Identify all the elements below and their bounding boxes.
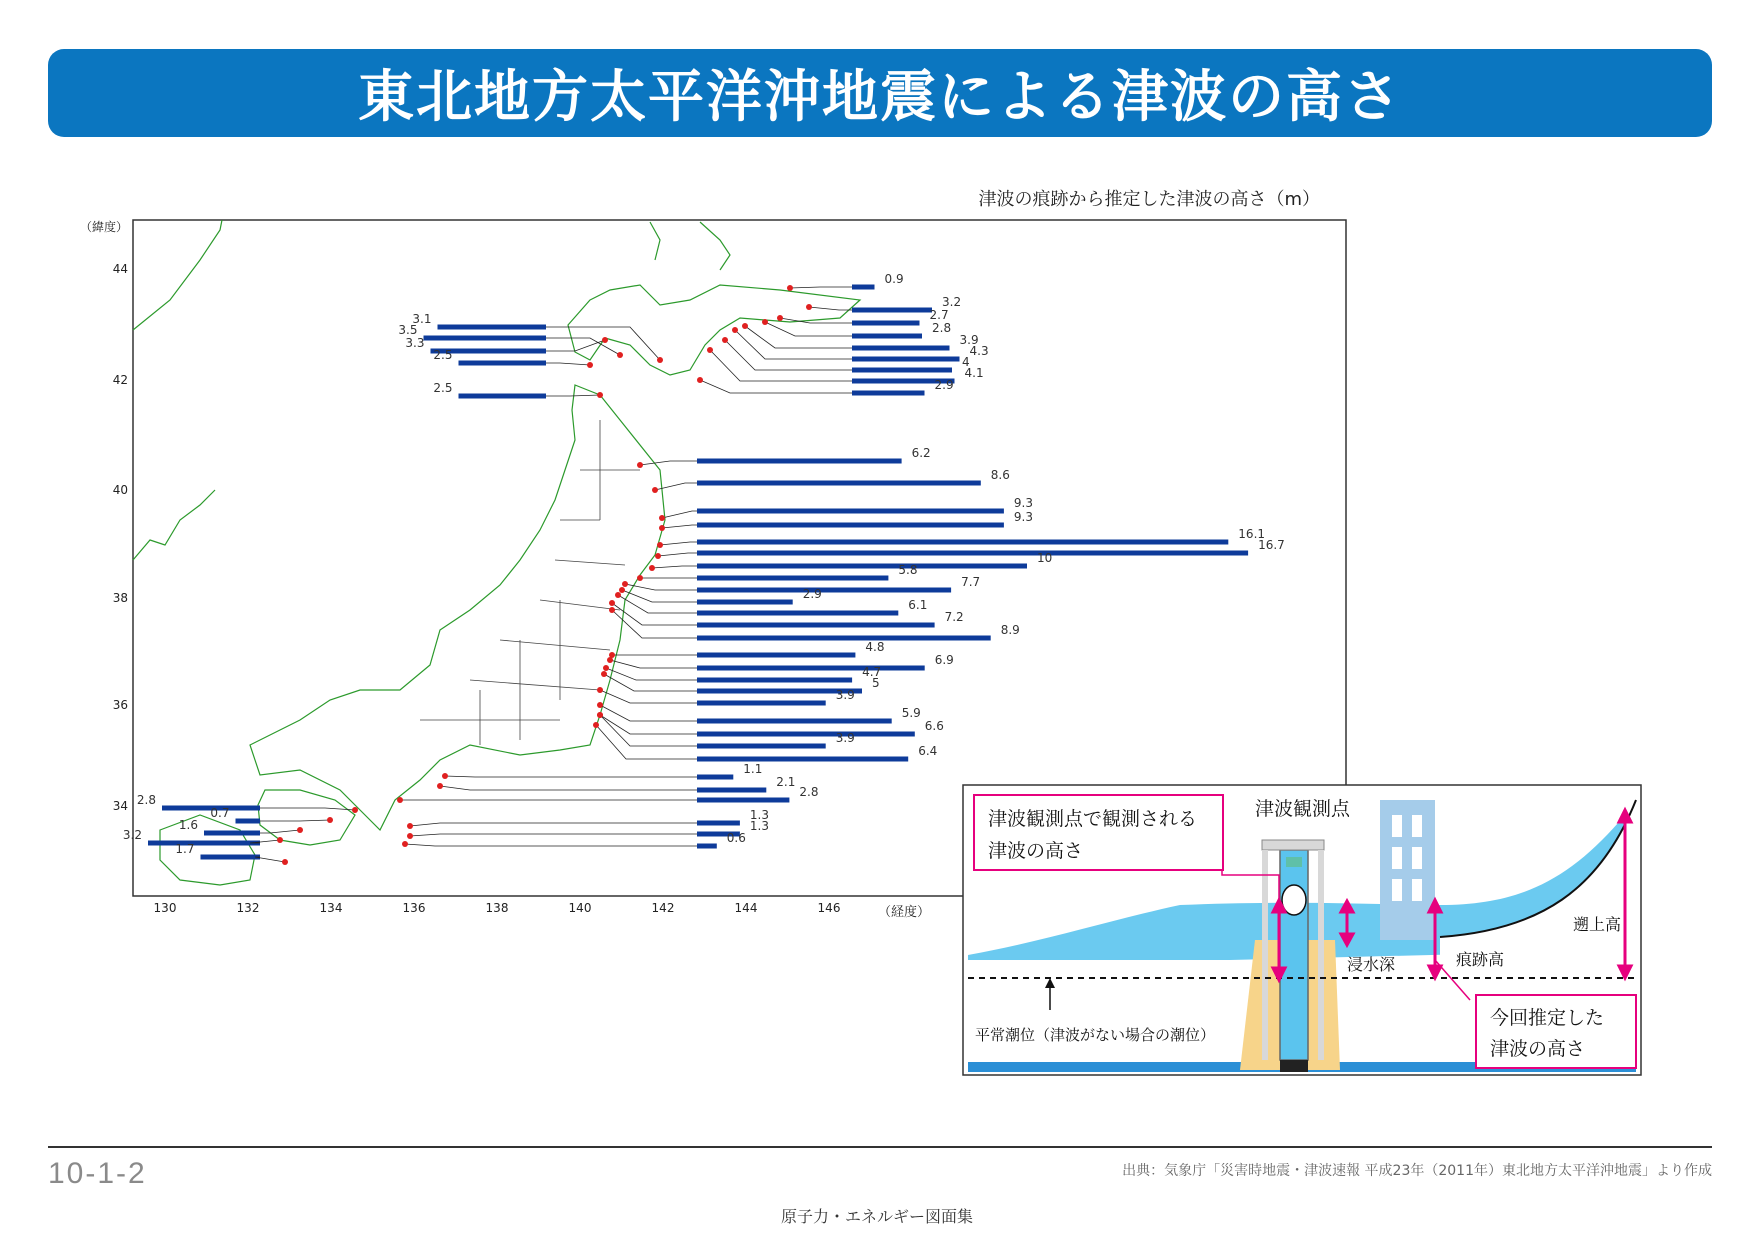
- leader-line: [660, 542, 697, 545]
- bar-value-label: 1.1: [743, 762, 763, 776]
- leader-line: [546, 395, 600, 396]
- observation-point: [597, 702, 603, 708]
- bar: [697, 653, 855, 658]
- bar: [697, 611, 898, 616]
- station-frame: [1262, 840, 1324, 850]
- observation-point: [657, 542, 663, 548]
- bar: [459, 361, 547, 366]
- leader-line: [405, 844, 697, 846]
- observation-point: [777, 315, 783, 321]
- bar: [852, 391, 925, 396]
- bar: [697, 636, 991, 641]
- leader-line: [622, 590, 697, 602]
- bar-value-label: 1.3: [749, 819, 769, 833]
- bar: [697, 844, 717, 849]
- observation-point: [597, 392, 603, 398]
- bar-value-label: 2.5: [433, 381, 453, 395]
- leader-line: [260, 808, 355, 810]
- observation-point: [597, 687, 603, 693]
- bar-value-label: 4.7: [862, 665, 882, 679]
- bar-value-label: 2.7: [929, 308, 949, 322]
- bar-value-label: 3.1: [412, 312, 432, 326]
- bar-value-label: 16.7: [1258, 538, 1285, 552]
- y-tick-label: 38: [112, 591, 128, 605]
- observation-point: [722, 337, 728, 343]
- y-tick-label: 40: [112, 483, 128, 497]
- bar: [424, 336, 547, 341]
- bar: [459, 394, 547, 399]
- leader-line: [546, 327, 660, 360]
- page-title: 東北地方太平洋沖地震による津波の高さ: [48, 49, 1712, 137]
- observation-point: [601, 671, 607, 677]
- bar-value-label: 3.9: [835, 731, 855, 745]
- bar: [697, 678, 852, 683]
- bar: [852, 321, 920, 326]
- bar: [697, 600, 793, 605]
- observation-point: [282, 859, 288, 865]
- label-station: 津波観測点: [1255, 798, 1351, 820]
- observation-point: [407, 833, 413, 839]
- station-sensor: [1286, 857, 1302, 867]
- bar-value-label: 2.1: [776, 775, 796, 789]
- bar: [697, 798, 789, 803]
- leader-line: [735, 330, 852, 359]
- bar: [697, 459, 902, 464]
- bar-value-label: 0.7: [210, 806, 230, 820]
- observation-point: [607, 657, 613, 663]
- leader-line: [745, 326, 852, 348]
- bar-value-label: 10: [1037, 551, 1053, 565]
- observation-point: [615, 592, 621, 598]
- observation-point: [697, 377, 703, 383]
- bar-value-label: 3.2: [122, 828, 142, 842]
- observation-point: [602, 337, 608, 343]
- bar-value-label: 3.9: [959, 333, 979, 347]
- bar-value-label: 7.2: [944, 610, 964, 624]
- observation-point: [657, 357, 663, 363]
- station-base: [1280, 1060, 1308, 1072]
- label-trace: 痕跡高: [1456, 950, 1505, 969]
- bar-value-label: 6.6: [924, 719, 944, 733]
- observation-point: [609, 600, 615, 606]
- bar: [697, 757, 908, 762]
- bars-layer: [123, 272, 1285, 865]
- bar-value-label: 2.8: [799, 785, 819, 799]
- book-title: 原子力・エネルギー図面集: [780, 1207, 973, 1226]
- observation-point: [587, 362, 593, 368]
- observation-point: [277, 837, 283, 843]
- leader-line: [600, 705, 697, 721]
- observation-point: [603, 665, 609, 671]
- box-observed-line2: 津波の高さ: [988, 840, 1084, 862]
- bar-value-label: 1.6: [178, 818, 198, 832]
- bar: [697, 744, 826, 749]
- bar-value-label: 1.3: [749, 808, 769, 822]
- observation-point: [609, 607, 615, 613]
- observation-point: [442, 773, 448, 779]
- bar: [697, 719, 892, 724]
- bar-value-label: 1.7: [175, 842, 195, 856]
- observation-point: [593, 722, 599, 728]
- bar: [201, 855, 261, 860]
- bar-value-label: 2.8: [932, 321, 952, 335]
- leader-line: [652, 566, 697, 568]
- observation-point: [397, 797, 403, 803]
- chart-title: 津波の痕跡から推定した津波の高さ（m）: [978, 189, 1320, 210]
- leader-line: [546, 363, 590, 365]
- leader-line: [658, 553, 697, 556]
- observation-point: [619, 587, 625, 593]
- x-tick-label: 138: [485, 901, 509, 915]
- bar: [852, 334, 922, 339]
- observation-point: [622, 581, 628, 587]
- bar-value-label: 0.9: [884, 272, 904, 286]
- label-inundation: 浸水深: [1347, 955, 1396, 974]
- bar: [697, 564, 1027, 569]
- leader-line: [612, 610, 697, 638]
- bar: [697, 732, 915, 737]
- bar-value-label: 3.9: [835, 688, 855, 702]
- bar-value-label: 6.4: [918, 744, 938, 758]
- x-tick-label: 136: [402, 901, 426, 915]
- box-estimated-line1: 今回推定した: [1490, 1007, 1605, 1029]
- bar-value-label: 4.3: [969, 344, 989, 358]
- bar: [697, 481, 981, 486]
- y-tick-label: 36: [112, 698, 128, 712]
- bar-value-label: 5.9: [901, 706, 921, 720]
- bar: [697, 540, 1228, 545]
- bar-value-label: 6.9: [934, 653, 954, 667]
- observation-point: [437, 783, 443, 789]
- observation-point: [327, 817, 333, 823]
- leader-line: [662, 511, 697, 518]
- observation-point: [597, 712, 603, 718]
- observation-point: [742, 323, 748, 329]
- leader-line: [445, 776, 697, 777]
- leader-line: [700, 380, 852, 393]
- y-tick-label: 34: [112, 799, 128, 813]
- page-number: 10-1-2: [48, 1157, 147, 1190]
- bar-value-label: 8.9: [1000, 623, 1020, 637]
- bar-value-label: 2.8: [136, 793, 156, 807]
- bar-value-label: 5.8: [898, 563, 918, 577]
- bar-value-label: 0.6: [726, 831, 746, 845]
- observation-point: [402, 841, 408, 847]
- footer-rule: [48, 1146, 1712, 1148]
- box-estimated-line2: 津波の高さ: [1490, 1038, 1586, 1060]
- leader-line: [604, 674, 697, 691]
- station-pole-left: [1262, 850, 1268, 1060]
- leader-line: [410, 834, 697, 836]
- observation-point: [617, 352, 623, 358]
- y-axis-label: （緯度）: [80, 220, 129, 234]
- y-tick-label: 44: [112, 262, 128, 276]
- x-axis-label: （経度）: [878, 905, 931, 920]
- bar-value-label: 6.1: [908, 598, 928, 612]
- label-runup: 遡上高: [1573, 915, 1622, 934]
- observation-point: [649, 565, 655, 571]
- bar: [697, 788, 766, 793]
- observation-point: [407, 823, 413, 829]
- bar: [148, 841, 260, 846]
- observation-point: [707, 347, 713, 353]
- bar: [852, 346, 950, 351]
- x-tick-label: 146: [817, 901, 841, 915]
- leader-line: [600, 715, 697, 734]
- bar-value-label: 3.5: [398, 323, 418, 337]
- bar-value-label: 9.3: [1013, 496, 1033, 510]
- leader-line: [662, 525, 697, 528]
- x-tick-label: 134: [319, 901, 343, 915]
- x-tick-label: 144: [734, 901, 758, 915]
- leader-line: [546, 338, 620, 355]
- bar: [697, 666, 925, 671]
- bar: [697, 701, 826, 706]
- x-tick-label: 142: [651, 901, 675, 915]
- leader-line: [606, 668, 697, 680]
- bar-value-label: 4.8: [865, 640, 885, 654]
- station-well: [1280, 850, 1308, 1060]
- box-observed-line1: 津波観測点で観測される: [988, 808, 1198, 830]
- bar: [204, 831, 260, 836]
- observation-point: [637, 575, 643, 581]
- leader-line: [640, 461, 697, 465]
- leader-line: [809, 307, 852, 310]
- leader-line: [260, 820, 330, 821]
- bar-value-label: 4.1: [964, 366, 984, 380]
- bar-value-label: 4: [962, 355, 970, 369]
- x-tick-label: 132: [236, 901, 260, 915]
- x-tick-label: 140: [568, 901, 592, 915]
- observation-point: [297, 827, 303, 833]
- leader-line: [600, 715, 697, 746]
- leader-line: [765, 322, 852, 336]
- source-note: 出典：気象庁「災害時地震・津波速報 平成23年（2011年）東北地方太平洋沖地震」より作成: [1122, 1163, 1712, 1179]
- bar-value-label: 7.7: [961, 575, 981, 589]
- observation-point: [732, 327, 738, 333]
- bar: [852, 368, 952, 373]
- bar-value-label: 2.5: [433, 348, 453, 362]
- bar: [697, 551, 1248, 556]
- bar: [852, 285, 875, 290]
- bar-value-label: 6.2: [911, 446, 931, 460]
- bar-value-label: 2.9: [934, 378, 954, 392]
- observation-point: [659, 515, 665, 521]
- prefecture-borders: [420, 420, 640, 745]
- observation-point: [637, 462, 643, 468]
- observation-point: [352, 807, 358, 813]
- leader-line: [260, 830, 300, 833]
- leader-line: [440, 786, 697, 790]
- bar: [438, 325, 547, 330]
- x-tick-label: 130: [153, 901, 177, 915]
- bar-value-label: 5: [872, 676, 880, 690]
- bar-value-label: 3.2: [942, 295, 962, 309]
- bar-value-label: 16.1: [1238, 527, 1266, 541]
- leader-line: [625, 584, 697, 590]
- observation-point: [787, 285, 793, 291]
- bar: [697, 623, 935, 628]
- bar-value-label: 8.6: [990, 468, 1010, 482]
- leader-line: [610, 660, 697, 668]
- building: [1380, 800, 1435, 940]
- leader-line: [710, 350, 852, 381]
- leader-line: [410, 823, 697, 826]
- bar-value-label: 2.9: [802, 587, 822, 601]
- bar: [852, 357, 960, 362]
- leader-line: [725, 340, 852, 370]
- leader-line: [600, 690, 697, 703]
- bar: [852, 308, 932, 313]
- explanation-diagram: [963, 785, 1641, 1075]
- observation-point: [655, 553, 661, 559]
- bar: [236, 819, 261, 824]
- observation-point: [652, 487, 658, 493]
- leader-line: [618, 595, 697, 613]
- bar: [697, 576, 888, 581]
- observation-point: [806, 304, 812, 310]
- bar: [697, 821, 740, 826]
- bar-value-label: 3.3: [405, 336, 425, 350]
- leader-line: [790, 287, 852, 288]
- bar: [697, 775, 733, 780]
- station-pole-right: [1318, 850, 1324, 1060]
- label-tide: 平常潮位（津波がない場合の潮位）: [975, 1026, 1216, 1044]
- bar: [697, 523, 1004, 528]
- y-tick-label: 42: [112, 373, 128, 387]
- bar-value-label: 9.3: [1013, 510, 1033, 524]
- observation-point: [659, 525, 665, 531]
- leader-line: [596, 725, 697, 759]
- bar: [697, 509, 1004, 514]
- observation-point: [762, 319, 768, 325]
- bar: [697, 588, 951, 593]
